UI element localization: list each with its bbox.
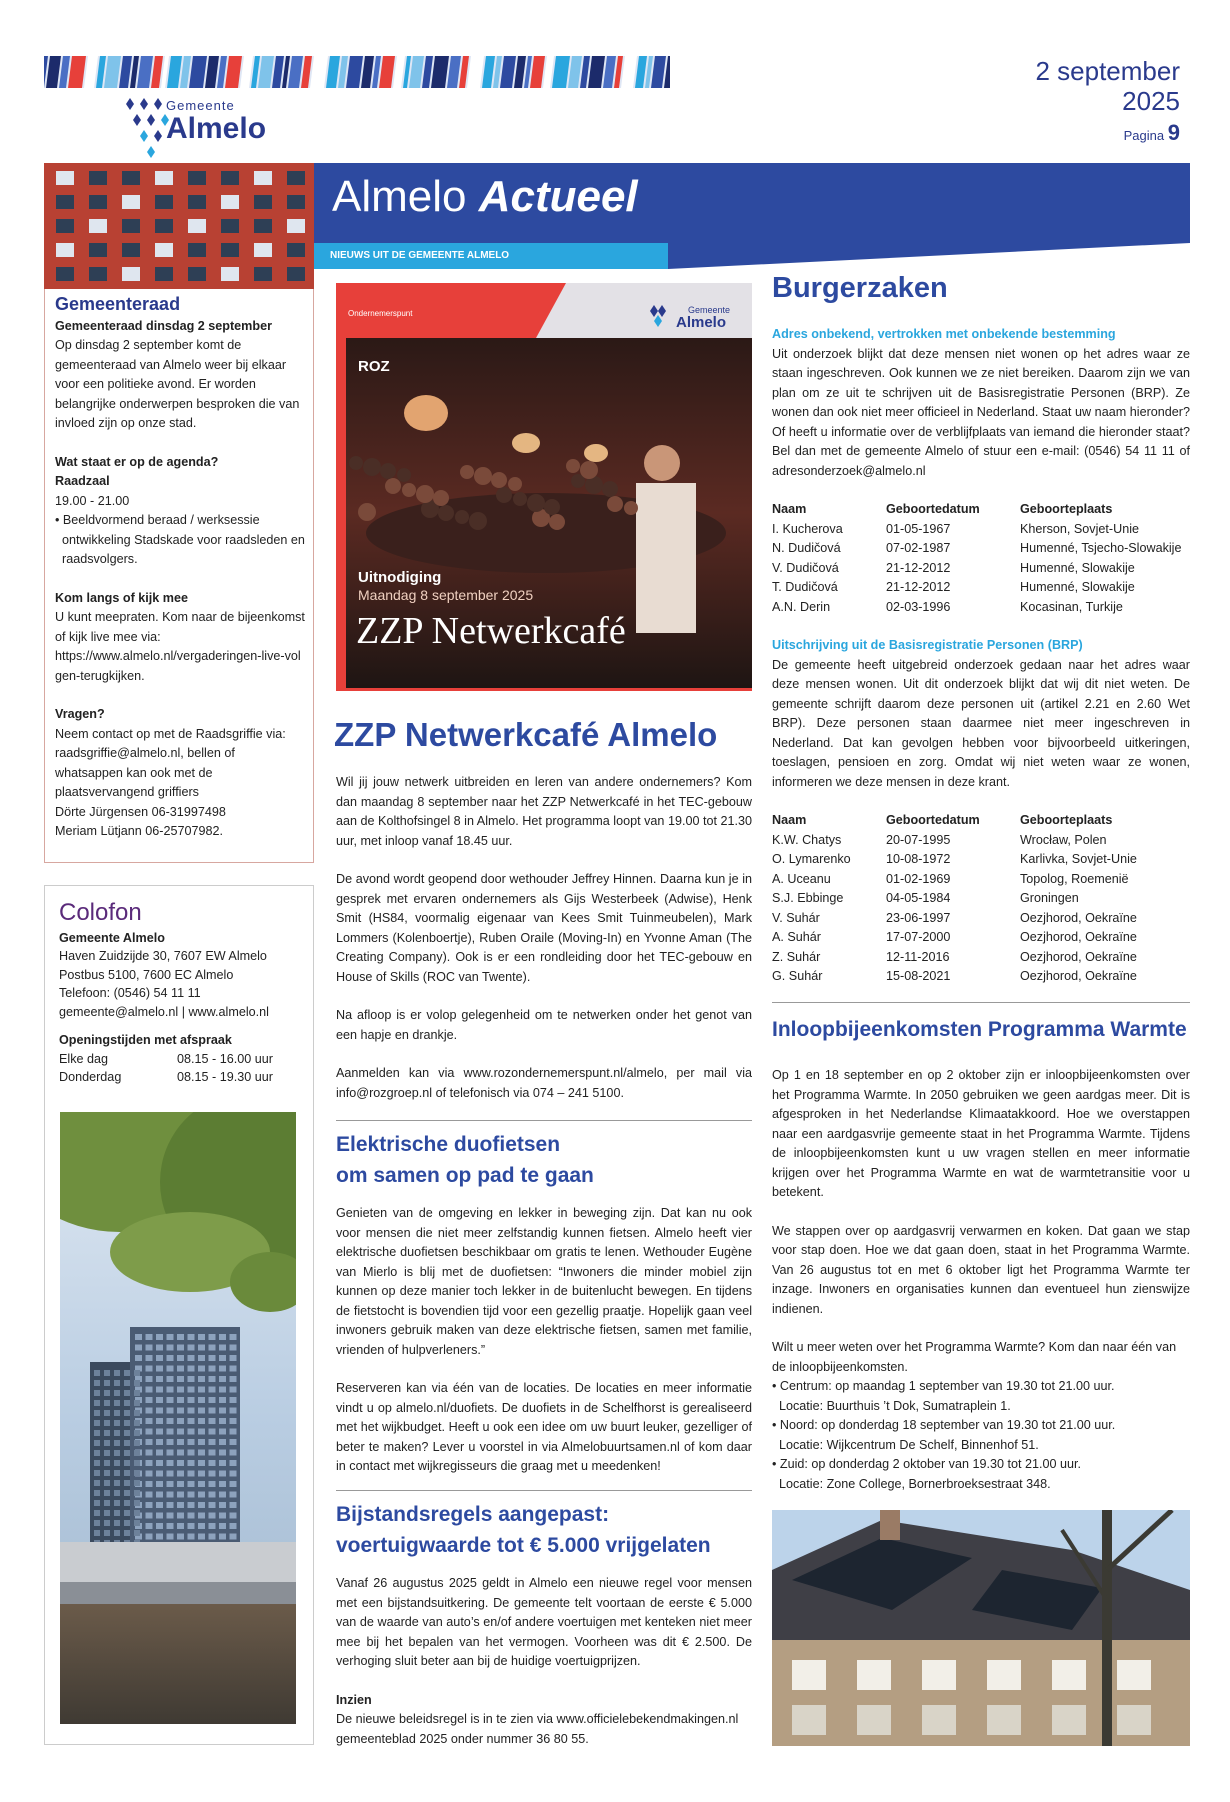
cell-geboorteplaats: Oezjhorod, Oekraïne [1020,910,1137,925]
warmte-list-item: • Centrum: op maandag 1 september van 19.30 tot 21.00 uur. [772,1379,1115,1393]
flyer-logo-big: Almelo [676,314,727,331]
agenda-heading: Wat staat er op de agenda? [55,454,219,469]
cell-geboortedatum: 17-07-2000 [886,930,951,944]
gemeenteraad-box [44,289,314,863]
warmte-list-item: Locatie: Wijkcentrum De Schelf, Binnenhof 51. [772,1437,1039,1452]
building-photo [44,163,314,289]
inzien-heading: Inzien [336,1692,372,1707]
banner-title [332,172,638,222]
banner-subtitle-bar [314,243,668,269]
agenda-time: 19.00 - 21.00 [55,493,130,508]
colofon-address-1: Haven Zuidzijde 30, 7607 EW Almelo [59,949,267,963]
cell-geboorteplaats: Wrocław, Polen [1020,832,1107,847]
warmte-paragraph-1: Op 1 en 18 september en op 2 oktober zijn er inloopbijeenkomsten over het Programma Warmte. In 2050 gebruiken we geen aardgas meer. Dit is afgesproken in het Nederlandse Klimaatakkoord. Hoe we overstappen naar een aardgasvrije gemeente staat in het Programma Warmte. Tijdens de inloopbijeenkomsten kunt u uw vragen stellen en meer informatie krijgen over het Programma Warmte en wat de warmtetransitie voor u betekent. [772,1068,1190,1199]
cell-naam: A.N. Derin [772,599,831,614]
warmte-heading: Inloopbijeenkomsten Programma Warmte [772,1018,1187,1041]
hours-heading: Openingstijden met afspraak [59,1033,232,1047]
cell-geboorteplaats: Karlivka, Sovjet-Unie [1020,852,1137,866]
zzp-paragraph-4: Aanmelden kan via www.rozondernemerspunt.nl/almelo, per mail via info@rozgroep.nl of telefonisch via 074 – 241 5100. [336,1066,752,1100]
hours-time: 08.15 - 16.00 uur [177,1051,273,1066]
flyer-logo-small: Gemeente [688,305,731,315]
roz-logo: ROZ [358,358,390,375]
cell-naam: T. Dudičová [772,580,838,594]
cell-geboorteplaats: Topolog, Roemenië [1020,871,1129,886]
flyer-title: ZZP Netwerkcafé [356,610,626,652]
fietsen-article [336,1204,752,1477]
hours-day: Elke dag [59,1051,109,1066]
table-row [772,850,1190,870]
table-row [772,598,1190,618]
cell-geboortedatum: 01-02-1969 [886,871,951,886]
bijstand-heading-1: Bijstandsregels aangepast: [336,1503,610,1526]
issue-date [1035,56,1180,146]
zzp-article [336,773,752,1103]
fietsen-heading-2: om samen op pad te gaan [336,1164,594,1187]
cell-geboortedatum: 07-02-1987 [886,541,951,555]
banner-title-bold: Actueel [478,172,638,221]
cell-naam: G. Suhár [772,969,823,983]
logo-gemeente-text: Gemeente [166,98,235,113]
colofon-org: Gemeente Almelo [59,930,165,945]
colofon-heading: Colofon [59,899,142,926]
bijstand-article [336,1574,752,1749]
table-row [772,559,1190,579]
section-divider [772,1002,1190,1003]
col-geboorteplaats: Geboorteplaats [1020,813,1113,827]
zzp-heading: ZZP Netwerkcafé Almelo [334,716,718,753]
cell-geboorteplaats: Groningen [1020,891,1079,905]
almelo-logo[interactable] [112,88,312,158]
zzp-paragraph-1: Wil jij jouw netwerk uitbreiden en leren van andere ondernemers? Kom dan maandag 8 september naar het ZZP Netwerkcafé in het TEC-gebouw aan de Kolthofsingel 8 in Almelo. Het programma loopt van 19.00 tot 21.30 uur, met inloop vanaf 18.45 uur. [336,775,752,848]
cell-naam: K.W. Chatys [772,832,842,847]
banner-subtitle: NIEUWS UIT DE GEMEENTE ALMELO [330,250,510,261]
table-row [772,870,1190,890]
hours-row [59,1068,299,1087]
cell-geboortedatum: 04-05-1984 [886,891,951,905]
cell-geboortedatum: 02-03-1996 [886,599,951,614]
cell-geboortedatum: 20-07-1995 [886,832,951,847]
unknown-address-table [772,500,1190,617]
burgerzaken-paragraph-1: Uit onderzoek blijkt dat deze mensen niet wonen op het adres waar ze staan ingeschreven. Ook kunnen we ze niet bereiken. Daarom zijn we van plan om ze uit te schrijven uit de Basisregistratie Personen (BRP). Ze wonen dan ook niet meer officieel in Nederland. Staat uw naam hieronder? Of heeft u informatie over de verblijfplaats van iemand die hieronder staat? Bel dan met de gemeente Almelo of stuur een e-mail: (0546) 54 11 11 of adresonderzoek@almelo.nl [772,346,1190,478]
page-indicator [1035,120,1180,146]
flyer-tag: Ondernemerspunt [348,309,413,318]
table-header-row [772,500,1190,520]
burgerzaken-paragraph-2: De gemeente heeft uitgebreid onderzoek gedaan naar het adres waar deze mensen wonen. Uit dit onderzoek blijkt dat wij dit niet weten. De gemeente schrijft daarom deze personen uit (artikel 2.21 en 2.60 Wet BRP). Deze personen staan daarmee niet meer ingeschreven in Nederland. Dat kan gevolgen hebben voor bijvoorbeeld uitkeringen, toeslagen, pensioen en zorg. Omdat wij niet weten waar ze wonen, informeren we deze mensen in deze krant. [772,657,1190,789]
logo-almelo-text: Almelo [166,112,267,145]
col-geboortedatum: Geboortedatum [886,813,980,827]
warmte-list-item: • Zuid: op donderdag 2 oktober van 19.30 tot 21.00 uur. [772,1457,1081,1471]
gemeenteraad-intro: Op dinsdag 2 september komt de gemeenteraad van Almelo weer bij elkaar voor een politieke avond. Er worden belangrijke onderwerpen besproken die van invloed zijn op onze stad. [55,338,300,430]
cell-geboortedatum: 21-12-2012 [886,580,951,594]
contact-1: Dörte Jürgensen 06-31997498 [55,804,226,819]
burgerzaken-subheading-1: Adres onbekend, vertrokken met onbekende bestemming [772,327,1116,341]
live-stream-link[interactable]: https://www.almelo.nl/vergaderingen-live-volgen-terugkijken. [55,649,301,683]
zzp-flyer-image [336,283,752,691]
cell-geboorteplaats: Humenné, Slowakije [1020,580,1135,594]
cell-naam: N. Dudičová [772,541,841,555]
hours-day: Donderdag [59,1070,122,1084]
table-row [772,948,1190,968]
burgerzaken-article [772,325,1190,987]
cell-naam: I. Kucherova [772,521,843,536]
cell-naam: A. Uceanu [772,871,831,886]
flyer-invite-date: Maandag 8 september 2025 [358,587,534,603]
cell-geboortedatum: 12-11-2016 [886,949,950,964]
questions-heading: Vragen? [55,707,105,721]
burgerzaken-subheading-2: Uitschrijving uit de Basisregistratie Personen (BRP) [772,638,1083,652]
colofon-phone: Telefoon: (0546) 54 11 11 [59,986,201,1000]
cell-naam: S.J. Ebbinge [772,891,844,905]
banner-diagonal [668,243,1190,269]
banner-title-plain: Almelo [332,172,479,221]
colofon-email-web[interactable]: gemeente@almelo.nl | www.almelo.nl [59,1004,269,1019]
warmte-list-item: Locatie: Zone College, Bornerbroeksestraat 348. [772,1476,1051,1491]
table-row [772,967,1190,987]
bijstand-heading-2: voertuigwaarde tot € 5.000 vrijgelaten [336,1534,711,1557]
table-row [772,831,1190,851]
section-divider [336,1120,752,1121]
cell-naam: A. Suhár [772,930,822,944]
table-header-row [772,811,1190,831]
fietsen-paragraph-2: Reserveren kan via één van de locaties. De locaties en meer informatie vindt u op almelo.nl/duofiets. De duofiets in de Schelfhorst is gerealiseerd met het wijkbudget. Heeft u ook een idee om uw buurt leuker, gezelliger of beter te maken? Lever u voorstel in via Almelobuurtsamen.nl of kom daar in contact met wijkregisseurs die graag met u meedenken! [336,1381,752,1473]
bijstand-paragraph-1: Vanaf 26 augustus 2025 geldt in Almelo een nieuwe regel voor mensen met een bijstandsuitkering. De gemeente telt voortaan de eerste € 5.000 van de waarde van auto’s en/of andere voertuigen met kenteken niet meer mee bij het bepalen van het vermogen. Voorheen was dit € 2.500. De verhoging sluit beter aan bij de huidige voertuigprijzen. [336,1576,752,1668]
col-geboortedatum: Geboortedatum [886,502,980,516]
warmte-paragraph-2: We stappen over op aardgasvrij verwarmen en koken. Dat gaan we stap voor stap doen. Hoe we dat gaan doen, staat in het Programma Warmte. Van 26 augustus tot en met 6 oktober ligt het Programma Warmte ter inzage. Inwoners en organisaties kunnen dan eventueel hun zienswijze indienen. [772,1223,1190,1316]
date-line-1: 2 september [1035,56,1180,86]
warmte-article [772,1066,1190,1494]
warmte-paragraph-3: Wilt u meer weten over het Programma Warmte? Kom dan naar één van de inloopbijeenkomsten. [772,1340,1177,1374]
cell-geboorteplaats: Kherson, Sovjet-Unie [1020,521,1140,536]
col-naam: Naam [772,813,807,827]
hours-row [59,1050,299,1069]
come-heading: Kom langs of kijk mee [55,590,188,605]
flyer-invite: Uitnodiging [358,569,442,586]
table-row [772,520,1190,540]
col-naam: Naam [772,502,807,516]
fietsen-heading-1: Elektrische duofietsen [336,1133,561,1156]
inzien-text: De nieuwe beleidsregel is in te zien via www.officielebekendmakingen.nl gemeenteblad 2025 onder nummer 36 80 55. [336,1712,739,1746]
fietsen-paragraph-1: Genieten van de omgeving en lekker in beweging zijn. Dat kan nu ook voor mensen die niet meer zelfstandig kunnen fietsen. Almelo heeft vier elektrische duofietsen beschikbaar om gratis te lenen. Wethouder Eugène van Mierlo is blij met de duofietsen: “Inwoners die minder mobiel zijn kunnen op deze manier toch lekker in de buitenlucht bewegen. En tijdens de fietstocht is bovendien tijd voor een gezellig praatje. Hopelijk gaan veel inwoners gebruik maken van deze elektrische fietsen, samen met familie, vrienden of hulpverleners.” [336,1206,752,1357]
cell-naam: Z. Suhár [772,949,821,964]
warmte-list-item: Locatie: Buurthuis ’t Dok, Sumatraplein 1. [772,1398,1011,1413]
table-row [772,928,1190,948]
warmte-list-item: • Noord: op donderdag 18 september van 19.30 tot 21.00 uur. [772,1418,1116,1432]
section-divider [336,1490,752,1491]
zzp-paragraph-3: Na afloop is er volop gelegenheid om te netwerken onder het genot van een hapje en drankje. [336,1008,752,1042]
cell-geboortedatum: 10-08-1972 [886,852,951,866]
page-label: Pagina [1123,128,1165,143]
table-row [772,578,1190,598]
cell-geboorteplaats: Oezjhorod, Oekraïne [1020,969,1137,983]
come-text: U kunt meepraten. Kom naar de bijeenkomst of kijk live mee via: [55,610,305,644]
solar-houses-photo [772,1510,1190,1746]
agenda-room: Raadzaal [55,474,110,488]
bijstand-heading [336,1499,752,1561]
table-row [772,909,1190,929]
cell-naam: V. Suhár [772,910,820,925]
office-tower-photo [60,1112,296,1724]
burgerzaken-heading: Burgerzaken [772,272,948,304]
cell-geboorteplaats: Kocasinan, Turkije [1020,599,1123,614]
questions-text: Neem contact op met de Raadsgriffie via: raadsgriffie@almelo.nl, bellen of whatsappen kan ook met de plaatsvervangend griffiers [55,726,286,799]
table-row [772,539,1190,559]
hours-time: 08.15 - 19.30 uur [177,1070,273,1084]
table-row [772,889,1190,909]
cell-geboortedatum: 21-12-2012 [886,560,951,575]
page-number: 9 [1167,120,1180,145]
cell-naam: V. Dudičová [772,560,839,575]
colofon-address-2: Postbus 5100, 7600 EC Almelo [59,967,234,982]
header-stripe-bar [44,56,670,88]
cell-geboorteplaats: Oezjhorod, Oekraïne [1020,930,1137,944]
cell-geboortedatum: 15-08-2021 [886,969,951,983]
gemeenteraad-heading: Gemeenteraad [55,294,181,314]
agenda-item: • Beeldvormend beraad / werksessie ontwikkeling Stadskade voor raadsleden en raadsvolgers. [55,513,305,566]
cell-geboorteplaats: Oezjhorod, Oekraïne [1020,949,1137,964]
fietsen-heading [336,1129,752,1191]
cell-geboortedatum: 01-05-1967 [886,521,951,536]
zzp-paragraph-2: De avond wordt geopend door wethouder Jeffrey Hinnen. Daarna kun je in gesprek met ervaren ondernemers als Gijs Westerbeek (Adwise), Henk Smit (HS84, voormalig eigenaar van Kees Smit Tuinmeubelen), Mark Lommers (Kolenboertje), Ruben Oraile (Moving-In) en Yvonne Aman (The Creating Company). Ook is er een rondleiding door het TEC-gebouw en House of Skills (ROC van Twente). [336,872,752,984]
cell-naam: O. Lymarenko [772,852,851,866]
gemeenteraad-subheading: Gemeenteraad dinsdag 2 september [55,318,272,333]
cell-geboortedatum: 23-06-1997 [886,910,951,925]
brp-removal-table [772,811,1190,987]
contact-2: Meriam Lütjann 06-25707982. [55,824,224,838]
date-line-2: 2025 [1122,86,1180,116]
cell-geboorteplaats: Humenné, Slowakije [1020,560,1135,575]
col-geboorteplaats: Geboorteplaats [1020,502,1113,516]
cell-geboorteplaats: Humenné, Tsjecho-Slowakije [1020,541,1182,555]
